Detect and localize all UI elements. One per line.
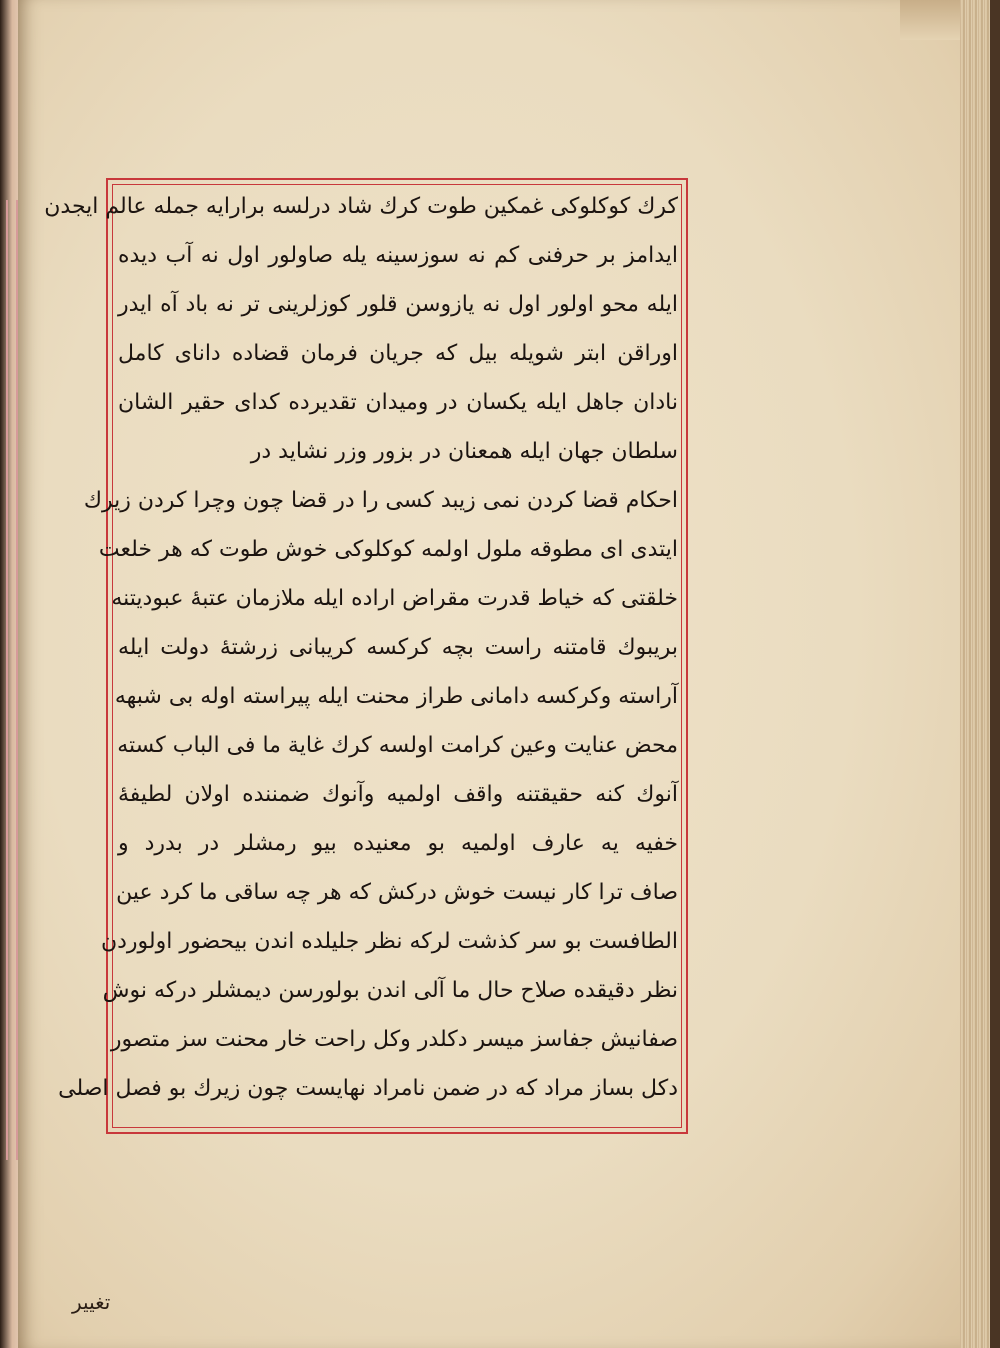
text-line: ايله محو اولور اول نه يازوسن قلور كوزلرينى تر نه باد آه ايدر: [118, 292, 678, 317]
text-line: الطافست بو سر كذشت لركه نظر جليلده اندن بيحضور اولوردن: [100, 929, 678, 954]
text-line: ايدامز بر حرفنى كم نه سوزسينه يله صاولور اول نه آب ديده: [118, 243, 678, 268]
text-line: محض عنايت وعين كرامت اولسه كرك غاية ما فى الباب كسته: [117, 733, 678, 758]
text-line: بريبوك قامتنه راست بچه كركسه كريبانى زرشتهٔ دولت ايله: [118, 635, 678, 660]
page-stack-edge: [960, 0, 1000, 1348]
text-line: نظر دقيقده صلاح حال ما آلى اندن بولورسن ديمشلر دركه نوش: [102, 978, 678, 1003]
text-line: اوراقن ابتر شويله بيل كه جريان فرمان قضاده داناى كامل: [118, 341, 678, 366]
left-page-rule: [6, 200, 18, 1160]
text-line: آنوك كنه حقيقتنه واقف اولميه وآنوك ضمننده اولان لطيفهٔ: [118, 782, 678, 807]
text-line: نادان جاهل ايله يكسان در وميدان تقديرده كداى حقير الشان: [118, 390, 678, 415]
text-line: دكل بساز مراد كه در ضمن نامراد نهايست چون زيرك بو فصل اصلى: [58, 1076, 678, 1101]
text-line: ايتدى اى مطوقه ملول اولمه كوكلوكى خوش طوت كه هر خلعت: [98, 537, 678, 562]
catchword: تغيير: [72, 1290, 111, 1314]
text-line: احكام قضا كردن نمى زيبد كسى را در قضا چون وچرا كردن زيرك: [83, 488, 678, 513]
text-line: سلطان جهان ايله همعنان در بزور وزر نشايد در: [250, 439, 678, 464]
text-block: [44, 186, 678, 1126]
text-line: صاف ترا كار نيست خوش دركش كه هر چه ساقى ما كرد عين: [116, 880, 678, 905]
binding-shadow: [990, 0, 1000, 1348]
text-line: آراسته وكركسه دامانى طراز محنت ايله پيراسته اوله بى شبهه: [114, 684, 678, 709]
text-line: صفانيش جفاسز ميسر دكلدر وكل راحت خار محنت سز متصور: [110, 1027, 678, 1052]
text-line: خلقتى كه خياط قدرت مقراض اراده ايله ملازمان عتبهٔ عبوديتنه: [111, 586, 678, 611]
text-line: كرك كوكلوكى غمكين طوت كرك شاد درلسه برارايه جمله عالم ايجدن: [44, 194, 678, 219]
text-line: خفيه يه عارف اولميه بو معنيده بيو رمشلر در بدرد و: [118, 831, 678, 856]
